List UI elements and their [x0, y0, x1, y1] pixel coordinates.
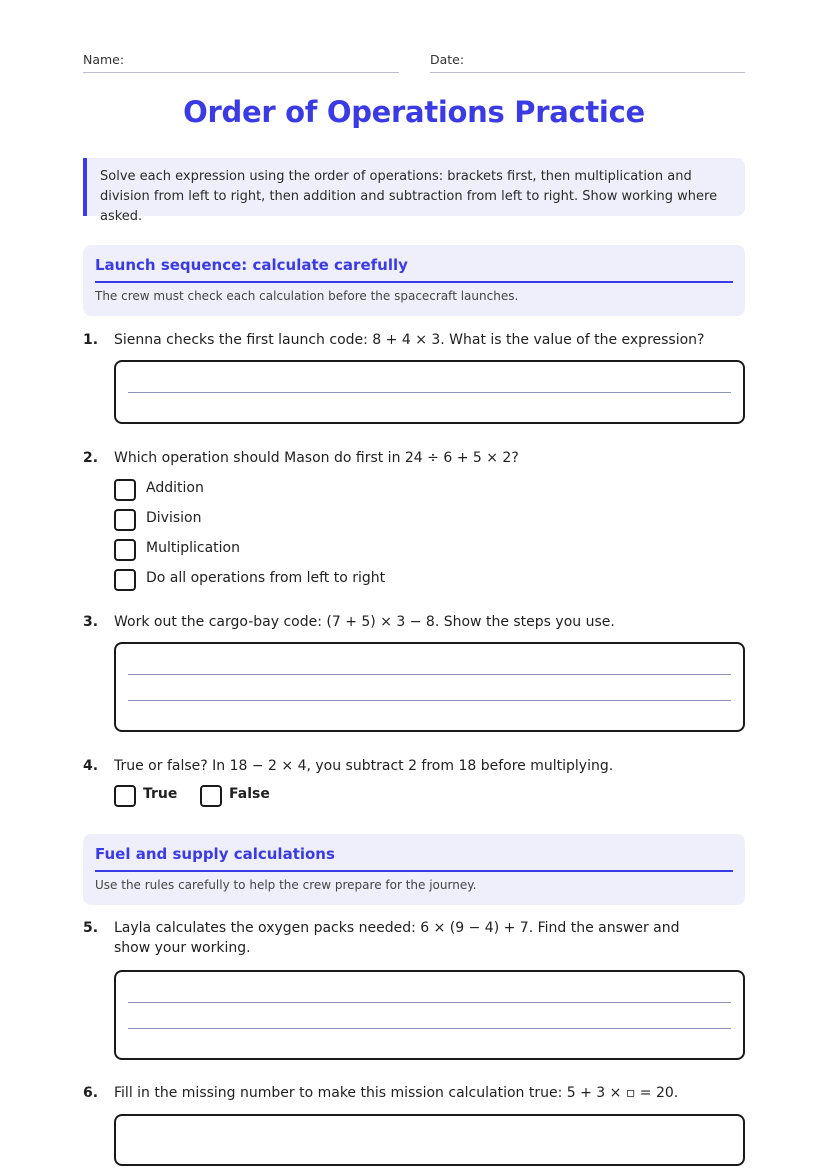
- date-field[interactable]: [430, 52, 745, 73]
- page-title: Order of Operations Practice: [183, 95, 645, 129]
- question-text: Sienna checks the first launch code: 8 + 4 × 3. What is the value of the expression?: [114, 332, 705, 348]
- section-fuel-supply: [83, 834, 745, 905]
- question-text: Fill in the missing number to make this mission calculation true: 5 + 3 × ▫ = 20.: [114, 1085, 679, 1101]
- question-text: Which operation should Mason do first in 24 ÷ 6 + 5 × 2?: [114, 450, 519, 466]
- checkbox[interactable]: [114, 569, 136, 591]
- option-label: Addition: [146, 480, 204, 496]
- question-number: 2.: [83, 450, 99, 466]
- section-divider: [95, 870, 733, 872]
- checkbox[interactable]: [114, 539, 136, 561]
- section-divider: [95, 281, 733, 283]
- option-label: True: [143, 786, 178, 802]
- question-number: 3.: [83, 614, 99, 630]
- question-number: 1.: [83, 332, 99, 348]
- option-label: Division: [146, 510, 202, 526]
- question-text: True or false? In 18 − 2 × 4, you subtract 2 from 18 before multiplying.: [114, 758, 614, 774]
- question-number: 4.: [83, 758, 99, 774]
- answer-line: [128, 674, 731, 675]
- question-text: Work out the cargo-bay code: (7 + 5) × 3 − 8. Show the steps you use.: [114, 614, 615, 630]
- option-label: Multiplication: [146, 540, 240, 556]
- checkbox[interactable]: [114, 509, 136, 531]
- answer-box-1[interactable]: [114, 360, 745, 424]
- section-title: Launch sequence: calculate carefully: [95, 256, 408, 274]
- name-label: Name:: [83, 52, 125, 67]
- section-subtitle: Use the rules carefully to help the crew prepare for the journey.: [95, 878, 477, 892]
- question-5: [83, 918, 745, 960]
- section-subtitle: The crew must check each calculation before the spacecraft launches.: [95, 289, 519, 303]
- student-info-row: [83, 52, 745, 74]
- answer-box-3[interactable]: [114, 642, 745, 732]
- answer-line: [128, 700, 731, 701]
- option-label: Do all operations from left to right: [146, 570, 386, 586]
- checkbox[interactable]: [114, 479, 136, 501]
- question-number: 6.: [83, 1085, 99, 1101]
- answer-box-6[interactable]: [114, 1114, 745, 1166]
- instructions-box: Solve each expression using the order of operations: brackets first, then multiplication and division from left to right, then addition and subtraction from left to right. Show working where asked.: [83, 158, 745, 216]
- answer-line: [128, 392, 731, 393]
- section-title: Fuel and supply calculations: [95, 845, 335, 863]
- question-text: Layla calculates the oxygen packs needed: 6 × (9 − 4) + 7. Find the answer and show your working.: [114, 920, 680, 956]
- checkbox[interactable]: [200, 785, 222, 807]
- question-number: 5.: [83, 920, 99, 936]
- answer-box-5[interactable]: [114, 970, 745, 1060]
- answer-line: [128, 1028, 731, 1029]
- option-label: False: [229, 786, 270, 802]
- answer-line: [128, 1002, 731, 1003]
- checkbox[interactable]: [114, 785, 136, 807]
- date-label: Date:: [430, 52, 465, 67]
- name-field[interactable]: [83, 52, 399, 73]
- section-launch-sequence: [83, 245, 745, 316]
